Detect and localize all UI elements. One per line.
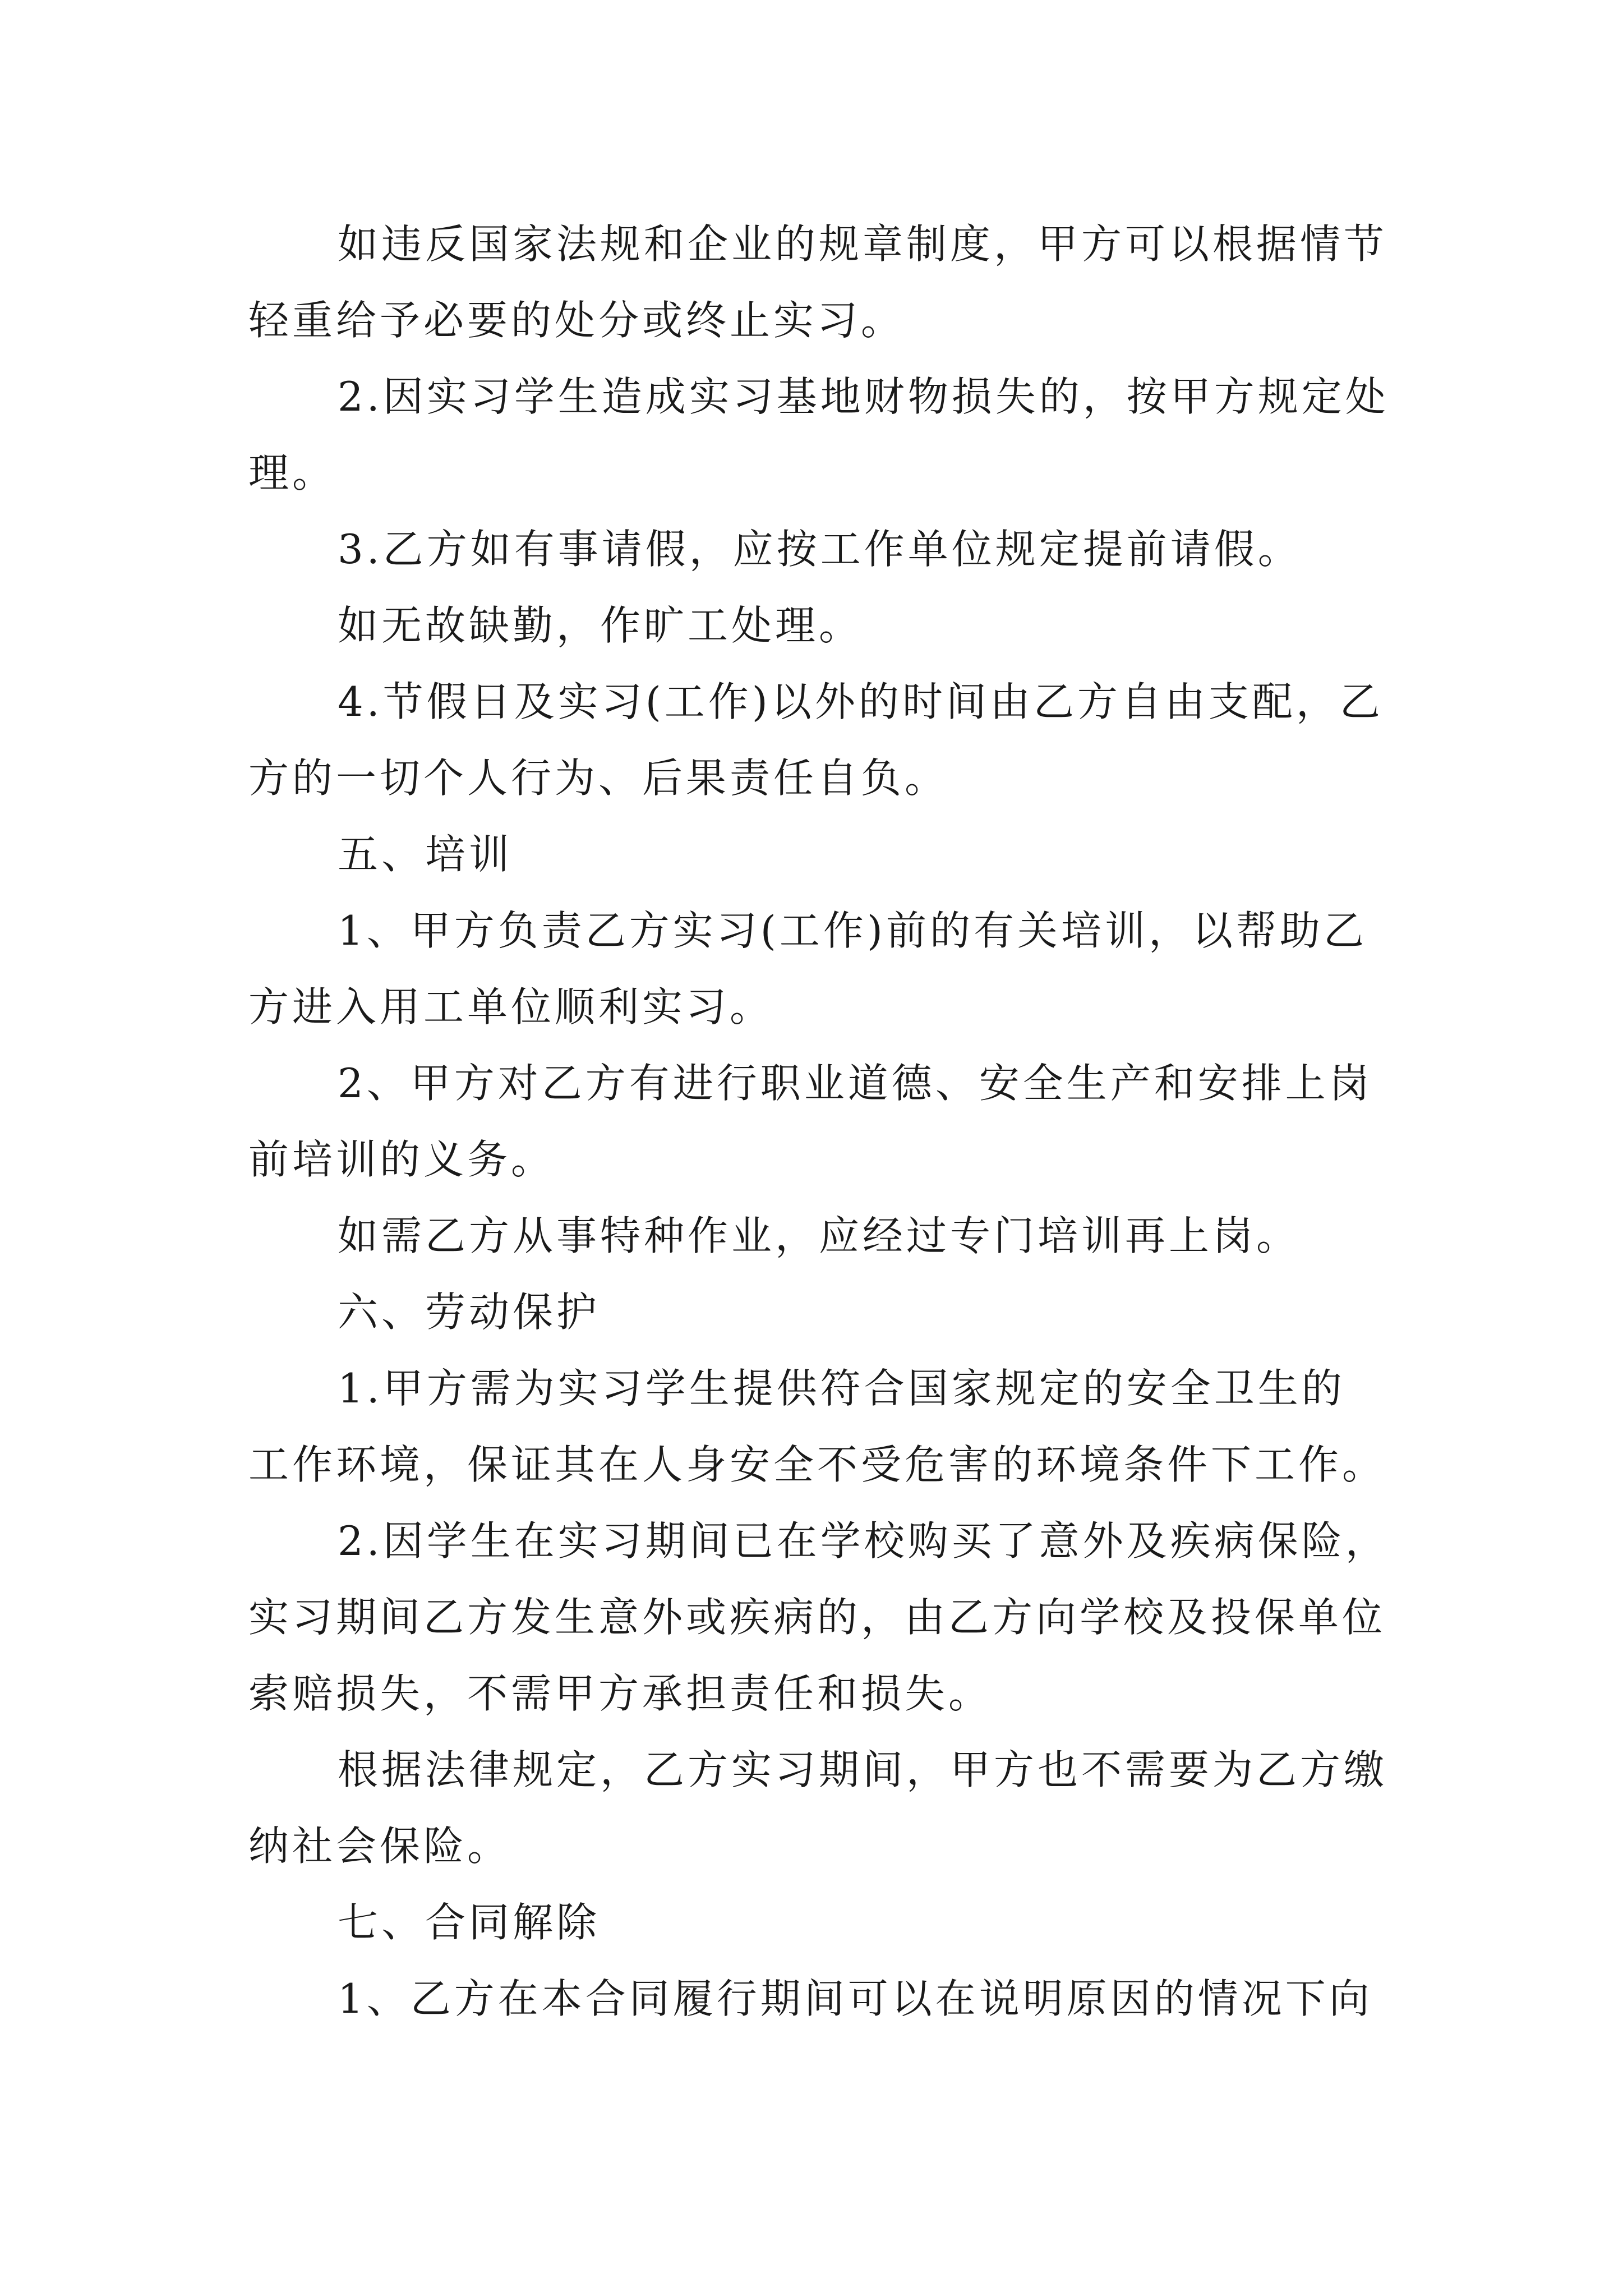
document-line: 前培训的义务。 <box>248 1136 555 1183</box>
document-line: 轻重给予必要的处分或终止实习。 <box>248 297 905 344</box>
document-line: 3.乙方如有事请假，应按工作单位规定提前请假。 <box>338 526 1302 573</box>
document-line: 2.因学生在实习期间已在学校购买了意外及疾病保险， <box>338 1517 1389 1565</box>
document-line: 2.因实习学生造成实习基地财物损失的，按甲方规定处 <box>338 373 1389 420</box>
document-line: 1.甲方需为实习学生提供符合国家规定的安全卫生的 <box>338 1365 1345 1412</box>
document-line: 如需乙方从事特种作业，应经过专门培训再上岗。 <box>338 1212 1301 1259</box>
document-line: 4.节假日及实习(工作)以外的时间由乙方自由支配，乙 <box>338 678 1384 725</box>
section-heading: 七、合同解除 <box>338 1899 601 1946</box>
document-line: 方的一切个人行为、后果责任自负。 <box>248 754 949 802</box>
document-line: 2、甲方对乙方有进行职业道德、安全生产和安排上岗 <box>338 1060 1373 1107</box>
document-line: 理。 <box>248 449 336 496</box>
document-line: 1、乙方在本合同履行期间可以在说明原因的情况下向 <box>338 1975 1373 2022</box>
document-line: 工作环境，保证其在人身安全不受危害的环境条件下工作。 <box>248 1441 1386 1488</box>
document-line: 1、甲方负责乙方实习(工作)前的有关培训，以帮助乙 <box>338 907 1367 954</box>
document-line: 如违反国家法规和企业的规章制度，甲方可以根据情节 <box>338 220 1388 268</box>
document-line: 根据法律规定，乙方实习期间，甲方也不需要为乙方缴 <box>338 1746 1388 1793</box>
document-line: 方进入用工单位顺利实习。 <box>248 983 774 1030</box>
document-line: 索赔损失，不需甲方承担责任和损失。 <box>248 1670 993 1717</box>
section-heading: 五、培训 <box>338 831 513 878</box>
document-line: 纳社会保险。 <box>248 1823 511 1870</box>
document-line: 如无故缺勤，作旷工处理。 <box>338 602 863 649</box>
document-line: 实习期间乙方发生意外或疾病的，由乙方向学校及投保单位 <box>248 1594 1386 1641</box>
section-heading: 六、劳动保护 <box>338 1289 601 1336</box>
